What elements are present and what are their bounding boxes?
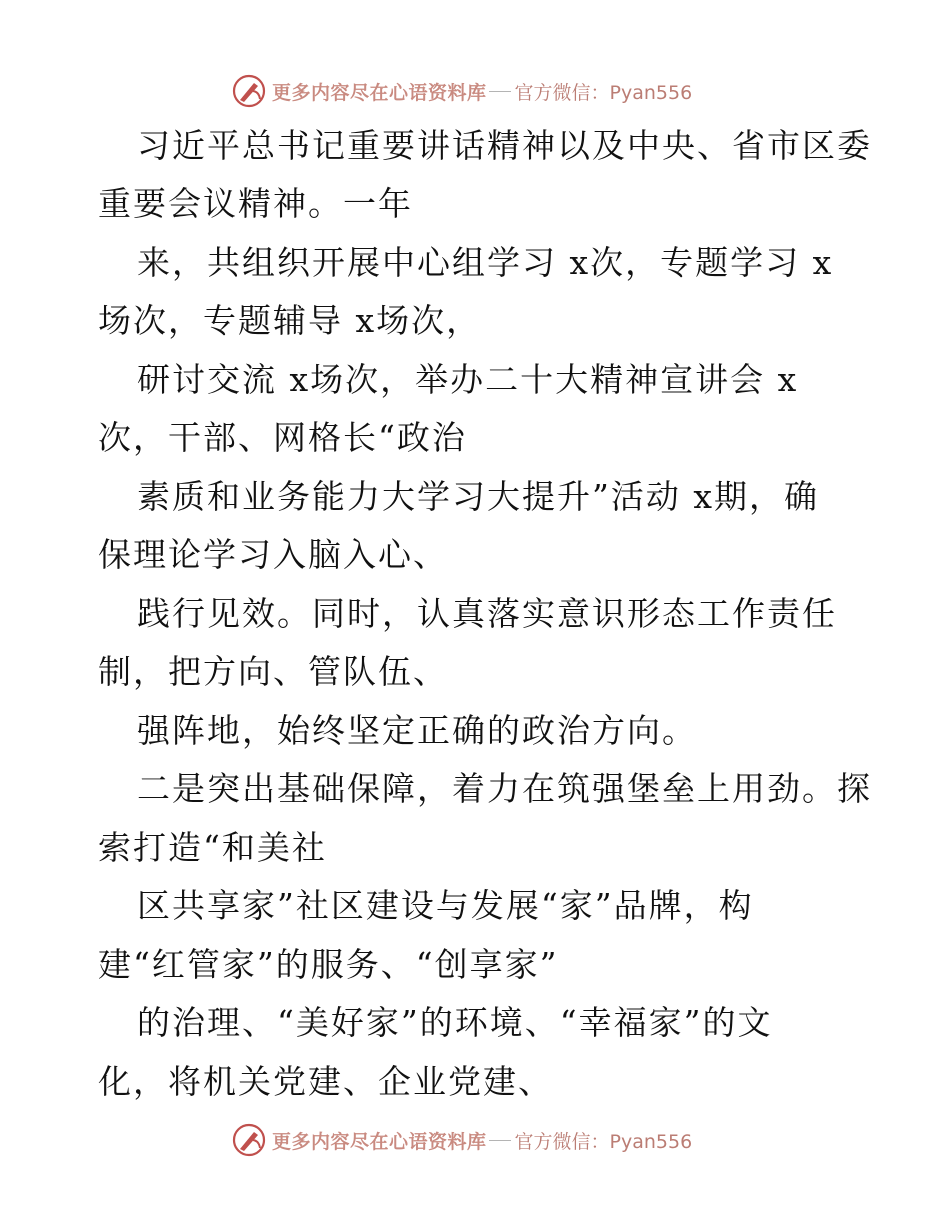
header-watermark-banner [232, 73, 692, 109]
pen-logo-icon [232, 74, 266, 108]
text-line: 制，把方向、管队伍、 [98, 652, 448, 691]
text-line: 次，干部、网格长“政治 [98, 418, 467, 457]
watermark-dash [489, 1140, 511, 1141]
watermark-wechat-id: 官方微信：Pyan556 [514, 81, 693, 104]
text-line: 重要会议精神。一年 [98, 184, 413, 223]
text-line: 索打造“和美社 [98, 828, 327, 867]
text-line: 的治理、“美好家”的环境、“幸福家”的文 [137, 1003, 773, 1042]
text-line: 化，将机关党建、企业党建、 [98, 1062, 553, 1101]
watermark-dash [489, 91, 511, 92]
text-line: 场次，专题辅导 x场次， [98, 301, 482, 340]
text-line: 研讨交流 x场次，举办二十大精神宣讲会 x [137, 360, 799, 399]
watermark-wechat-id: 官方微信：Pyan556 [514, 1130, 693, 1153]
footer-watermark-banner [232, 1122, 692, 1158]
text-line: 践行见效。同时，认真落实意识形态工作责任 [137, 594, 837, 633]
text-line: 来，共组织开展中心组学习 x次，专题学习 x [137, 243, 834, 282]
pen-logo-icon [232, 1123, 266, 1157]
text-line: 素质和业务能力大学习大提升”活动 x期，确 [137, 477, 819, 516]
text-line: 强阵地，始终坚定正确的政治方向。 [137, 711, 697, 750]
text-line: 区共享家”社区建设与发展“家”品牌，构 [137, 886, 754, 925]
watermark-text: 更多内容尽在心语资料库 [272, 1130, 487, 1153]
watermark-text: 更多内容尽在心语资料库 [272, 81, 487, 104]
text-line: 保理论学习入脑入心、 [98, 535, 448, 574]
text-line: 建“红管家”的服务、“创享家” [98, 945, 559, 984]
text-line: 习近平总书记重要讲话精神以及中央、省市区委 [137, 126, 872, 165]
text-line: 二是突出基础保障，着力在筑强堡垒上用劲。探 [137, 769, 872, 808]
